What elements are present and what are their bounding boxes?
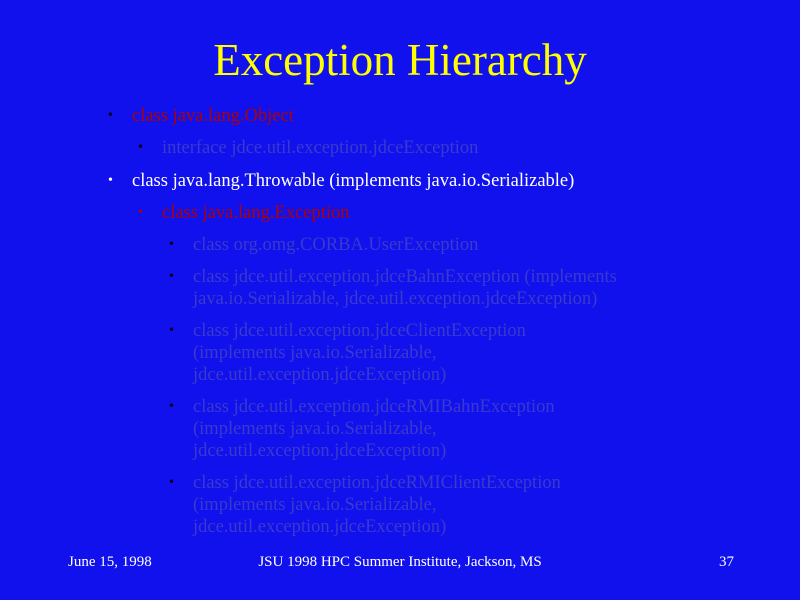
list-item bbox=[169, 396, 555, 462]
item-text-line: class jdce.util.exception.jdceRMIClientException bbox=[193, 473, 561, 493]
bullet-icon: • bbox=[138, 205, 143, 220]
item-text-line: (implements java.io.Serializable, bbox=[193, 419, 437, 439]
page-number: 37 bbox=[719, 554, 734, 570]
footer-event: JSU 1998 HPC Summer Institute, Jackson, MS bbox=[258, 554, 542, 570]
item-text-line: jdce.util.exception.jdceException) bbox=[193, 365, 447, 385]
list-item bbox=[138, 137, 479, 159]
bullet-icon: • bbox=[108, 108, 113, 123]
item-text-line: java.io.Serializable, jdce.util.exception.jdceException) bbox=[193, 289, 598, 309]
item-text-line: (implements java.io.Serializable, bbox=[193, 343, 437, 363]
footer-date: June 15, 1998 bbox=[68, 554, 152, 570]
list-item bbox=[108, 105, 294, 127]
item-text-line: class jdce.util.exception.jdceRMIBahnException bbox=[193, 397, 555, 417]
item-text-line: jdce.util.exception.jdceException) bbox=[193, 517, 447, 537]
bullet-icon: • bbox=[169, 399, 174, 414]
bullet-icon: • bbox=[169, 269, 174, 284]
item-text-line: class jdce.util.exception.jdceBahnException (implements bbox=[193, 267, 617, 287]
list-item bbox=[169, 266, 617, 310]
bullet-icon: • bbox=[108, 173, 113, 188]
list-item bbox=[138, 202, 350, 224]
item-text: class org.omg.CORBA.UserException bbox=[193, 235, 479, 255]
item-text: interface jdce.util.exception.jdceException bbox=[162, 138, 479, 158]
item-text: class java.lang.Exception bbox=[162, 203, 350, 223]
item-text-line: (implements java.io.Serializable, bbox=[193, 495, 437, 515]
list-item bbox=[169, 234, 479, 256]
slide-title: Exception Hierarchy bbox=[213, 35, 587, 85]
item-text-line: jdce.util.exception.jdceException) bbox=[193, 441, 447, 461]
bullet-icon: • bbox=[169, 323, 174, 338]
item-text-line: class jdce.util.exception.jdceClientException bbox=[193, 321, 526, 341]
list-item bbox=[169, 320, 526, 386]
list-item bbox=[169, 472, 561, 538]
bullet-icon: • bbox=[138, 140, 143, 155]
item-text: class java.lang.Object bbox=[132, 106, 294, 126]
bullet-icon: • bbox=[169, 475, 174, 490]
bullet-icon: • bbox=[169, 237, 174, 252]
item-text: class java.lang.Throwable (implements java.io.Serializable) bbox=[132, 171, 575, 191]
list-item bbox=[108, 170, 575, 192]
